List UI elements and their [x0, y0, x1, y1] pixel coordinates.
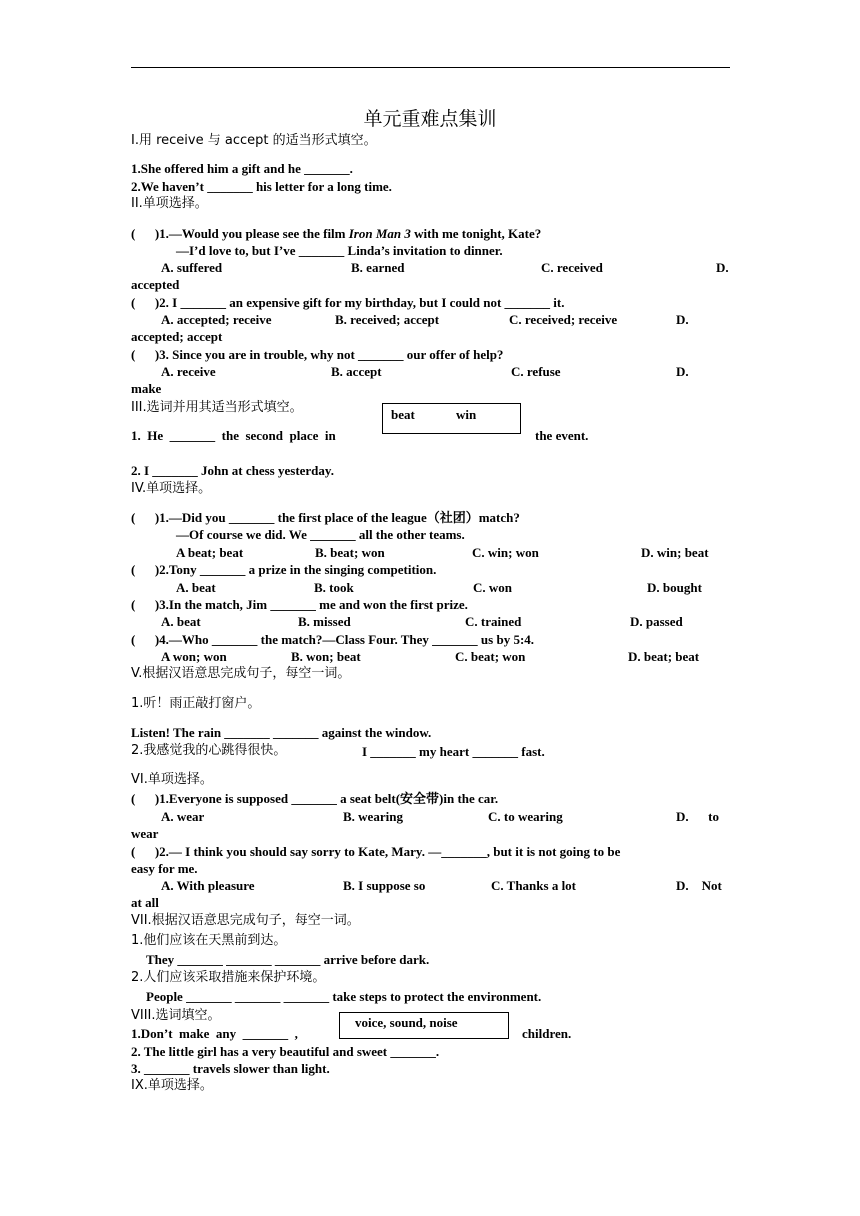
option: A. wear [161, 809, 205, 824]
word-box-item: win [456, 407, 477, 422]
s1-question-2: 2.We haven’t _______ his letter for a long time. [131, 179, 392, 194]
s5-question-2-chinese: 2.我感觉我的心跳得很快。 [131, 743, 287, 758]
s8-question-1: 1.Don’t make any _______ , [131, 1026, 298, 1041]
word-box-item: voice, sound, noise [355, 1015, 458, 1030]
option-wrap: accepted [131, 277, 180, 292]
s2-question-3: ( )3. Since you are in trouble, why not _______ our offer of help? [131, 347, 504, 362]
s8-question-1-end: children. [522, 1026, 572, 1041]
s4-question-2: ( )2.Tony _______ a prize in the singing competition. [131, 562, 437, 577]
option-wrap: accepted; accept [131, 329, 223, 344]
s8-question-3: 3. _______ travels slower than light. [131, 1061, 330, 1076]
option: D. [676, 312, 689, 327]
s2-question-1-reply: —I’d love to, but I’ve _______ Linda’s invitation to dinner. [176, 243, 503, 258]
section-3-heading: III.选词并用其适当形式填空。 [131, 400, 303, 415]
s6-question-2-wrap: easy for me. [131, 861, 198, 876]
option: B. took [314, 580, 354, 595]
option: A. accepted; receive [161, 312, 272, 327]
section-6-heading: VI.单项选择。 [131, 772, 213, 787]
option: C. win; won [472, 545, 539, 560]
header-rule [131, 67, 730, 68]
s8-question-2: 2. The little girl has a very beautiful and sweet _______. [131, 1044, 440, 1059]
s6-question-1: ( )1.Everyone is supposed _______ a seat belt(安全带)in the car. [131, 791, 499, 806]
section-1-heading: I.用 receive 与 accept 的适当形式填空。 [131, 133, 377, 148]
s4-question-3: ( )3.In the match, Jim _______ me and won the first prize. [131, 597, 468, 612]
s2-question-1 [131, 226, 541, 241]
option: B. received; accept [335, 312, 440, 327]
option: A. beat [161, 614, 201, 629]
section-4-heading: IV.单项选择。 [131, 481, 212, 496]
option: D. [676, 364, 689, 379]
option: C. Thanks a lot [491, 878, 577, 893]
option: C. received [541, 260, 603, 275]
s2-q1-text-a: ( )1.—Would you please see the film [131, 226, 349, 241]
option: B. I suppose so [343, 878, 426, 893]
section-8-heading: VIII.选词填空。 [131, 1008, 221, 1023]
option: A. With pleasure [161, 878, 255, 893]
option: B. missed [298, 614, 351, 629]
s1-question-1: 1.She offered him a gift and he _______. [131, 161, 353, 176]
s7-question-2-english: People _______ _______ _______ take steps to protect the environment. [146, 989, 542, 1004]
option: B. won; beat [291, 649, 361, 664]
s3-question-2: 2. I _______ John at chess yesterday. [131, 463, 334, 478]
option: D. to [676, 809, 719, 824]
s3-question-1: 1. He _______ the second place in [131, 428, 336, 443]
option: A. receive [161, 364, 216, 379]
option: A. beat [176, 580, 216, 595]
s5-question-1-english: Listen! The rain _______ _______ against the window. [131, 725, 432, 740]
s3-question-1-end: the event. [535, 428, 589, 443]
option: B. wearing [343, 809, 403, 824]
option: C. received; receive [509, 312, 618, 327]
section-9-heading: IX.单项选择。 [131, 1078, 213, 1093]
option: D. passed [630, 614, 683, 629]
section-5-heading: V.根据汉语意思完成句子，每空一词。 [131, 666, 351, 681]
option: B. accept [331, 364, 382, 379]
option: C. trained [465, 614, 522, 629]
word-box-item: beat [391, 407, 415, 422]
option: C. refuse [511, 364, 561, 379]
section-2-heading: II.单项选择。 [131, 196, 208, 211]
option: A won; won [161, 649, 227, 664]
option: D. beat; beat [628, 649, 700, 664]
option: D. win; beat [641, 545, 709, 560]
s6-question-2: ( )2.— I think you should say sorry to Kate, Mary. —_______, but it is not going to be [131, 844, 621, 859]
option: D. [716, 260, 729, 275]
s4-question-4: ( )4.—Who _______ the match?—Class Four. They _______ us by 5:4. [131, 632, 535, 647]
option-wrap: make [131, 381, 162, 396]
s5-question-2-english: I _______ my heart _______ fast. [362, 744, 545, 759]
option: C. won [473, 580, 513, 595]
s2-q1-text-b: with me tonight, Kate? [410, 226, 542, 241]
s7-question-1-english: They _______ _______ _______ arrive before dark. [146, 952, 430, 967]
option: A. suffered [161, 260, 223, 275]
option: B. beat; won [315, 545, 385, 560]
option: A beat; beat [176, 545, 244, 560]
page-title: 单元重难点集训 [363, 108, 497, 130]
option: B. earned [351, 260, 405, 275]
s7-question-2-chinese: 2.人们应该采取措施来保护环境。 [131, 970, 326, 985]
s4-question-1-reply: —Of course we did. We _______ all the other teams. [176, 527, 465, 542]
option-wrap: at all [131, 895, 159, 910]
word-box [382, 403, 521, 434]
s4-question-1: ( )1.—Did you _______ the first place of the league（社团）match? [131, 510, 520, 525]
option: D. Not [676, 878, 722, 893]
s2-q1-film-title: Iron Man 3 [348, 226, 411, 241]
s5-question-1-chinese: 1.听！雨正敲打窗户。 [131, 696, 261, 711]
option: C. beat; won [455, 649, 526, 664]
s2-question-2: ( )2. I _______ an expensive gift for my birthday, but I could not _______ it. [131, 295, 565, 310]
s7-question-1-chinese: 1.他们应该在天黑前到达。 [131, 933, 287, 948]
section-7-heading: VII.根据汉语意思完成句子，每空一词。 [131, 913, 360, 928]
option: C. to wearing [488, 809, 563, 824]
option-wrap: wear [131, 826, 159, 841]
word-box [339, 1012, 509, 1039]
option: D. bought [647, 580, 702, 595]
